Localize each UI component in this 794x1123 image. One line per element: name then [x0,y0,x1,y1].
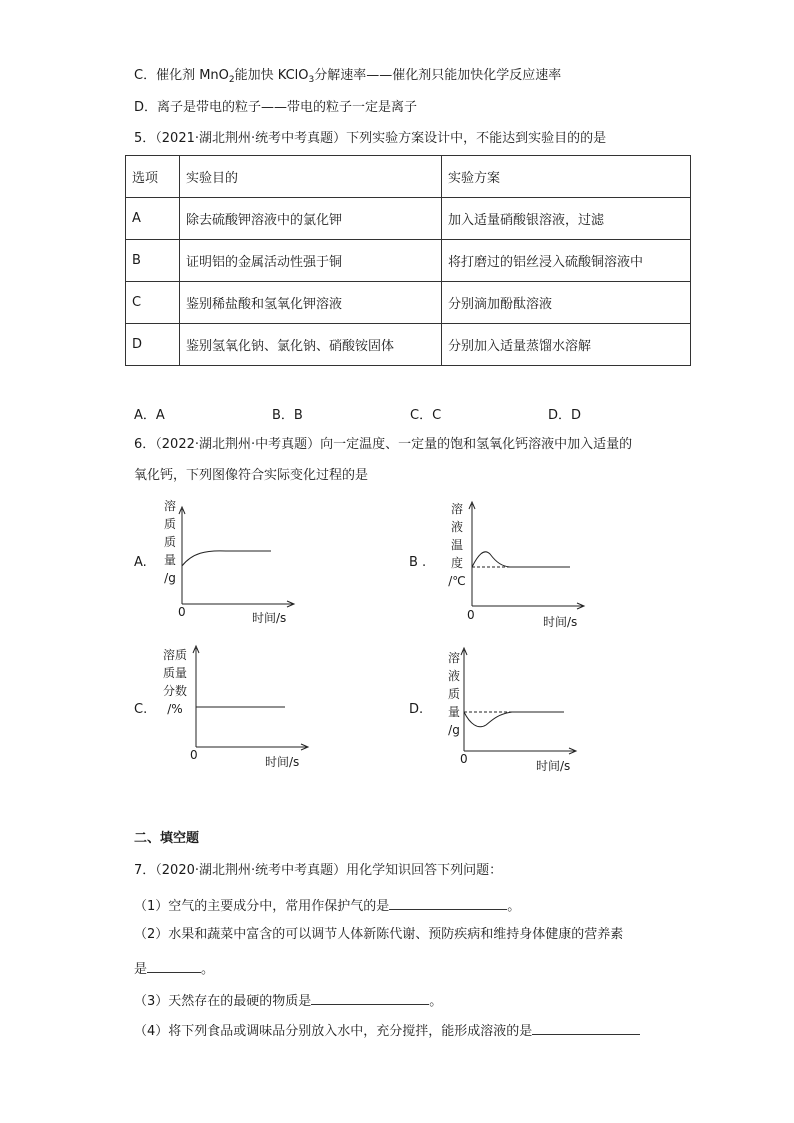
question-6-stem-line2: 氧化钙，下列图像符合实际变化过程的是 [134,468,369,483]
choice-b[interactable]: B．B [272,408,303,423]
graph-a-plot [176,505,301,610]
header-method: 实验方案 [442,156,691,198]
table-cell: 鉴别氢氧化钠、氯化钠、硝酸铵固体 [180,324,442,366]
graph-d-origin: 0 [460,752,468,766]
answer-blank-4[interactable] [532,1019,640,1035]
graph-c-xlabel: 时间/s [265,755,300,769]
graph-b-option[interactable]: B . [409,555,427,570]
question-7-stem: 7．（2020·湖北荆州·统考中考真题）用化学知识回答下列问题： [134,863,503,878]
graph-b-origin: 0 [467,608,475,622]
answer-blank-1[interactable] [389,894,507,910]
table-cell: B [126,240,180,282]
table-row [126,282,691,324]
question-5-stem: 5．（2021·湖北荆州·统考中考真题）下列实验方案设计中，不能达到实验目的的是 [134,131,607,146]
table-cell: D [126,324,180,366]
graph-d-plot [458,646,583,758]
graph-d-curve [464,712,564,727]
choice-a[interactable]: A．A [134,408,165,423]
statement-c: C．催化剂 MnO$_2$能加快 KClO$_3$分解速率——催化剂只能加快化学反应速率 [134,68,562,85]
table-cell: 将打磨过的铝丝浸入硫酸铜溶液中 [442,240,691,282]
graph-a-option[interactable]: A. [134,555,147,570]
table-cell: 分别加入适量蒸馏水溶解 [442,324,691,366]
graph-d-ylabel: 溶 液 质 量 /g [447,651,460,737]
table-cell: 鉴别稀盐酸和氢氧化钾溶液 [180,282,442,324]
statement-d: D．离子是带电的粒子——带电的粒子一定是离子 [134,100,418,115]
table-row [126,324,691,366]
table-row [126,198,691,240]
graph-a-origin: 0 [178,605,186,619]
graph-b-plot [466,500,591,612]
table-header-row [126,156,691,198]
question-7-part1: （1）空气的主要成分中，常用作保护气的是 。 [134,894,520,916]
header-option: 选项 [126,156,180,198]
graph-a-xlabel: 时间/s [252,611,287,625]
graph-b-xlabel: 时间/s [543,615,578,629]
table-cell: 加入适量硝酸银溶液，过滤 [442,198,691,240]
table-cell: C [126,282,180,324]
section-heading: 二、填空题 [134,831,200,846]
choice-d[interactable]: D．D [548,408,582,423]
graph-c-origin: 0 [190,748,198,762]
table-row [126,240,691,282]
question-7-part2-line2: 是 。 [134,957,214,979]
table-cell: 除去硫酸钾溶液中的氯化钾 [180,198,442,240]
table-cell: 分别滴加酚酞溶液 [442,282,691,324]
graph-a-ylabel: 溶 质 质 量 /g [163,499,176,585]
graph-d-option[interactable]: D. [409,702,424,717]
graph-d-xlabel: 时间/s [536,759,571,773]
answer-blank-2[interactable] [147,957,201,973]
graph-b-ylabel: 溶 液 温 度 /℃ [448,502,466,588]
header-purpose: 实验目的 [180,156,442,198]
table-cell: A [126,198,180,240]
graph-b-curve [472,552,570,567]
table-cell: 证明铝的金属活动性强于铜 [180,240,442,282]
graph-c-ylabel: 溶质 质量 分数 /% [162,648,187,716]
question-7-part3: （3）天然存在的最硬的物质是 。 [134,989,442,1011]
question-7-part2-line1: （2）水果和蔬菜中富含的可以调节人体新陈代谢、预防疾病和维持身体健康的营养素 [134,927,624,942]
answer-blank-3[interactable] [311,989,429,1005]
question-7-part4: （4）将下列食品或调味品分别放入水中，充分搅拌，能形成溶液的是 [134,1019,640,1041]
question-6-stem-line1: 6．（2022·湖北荆州·中考真题）向一定温度、一定量的饱和氢氧化钙溶液中加入适量的 [134,437,633,452]
experiment-table [125,155,691,366]
graph-c-plot [190,644,315,754]
graph-a-curve [182,551,271,566]
graph-c-option[interactable]: C. [134,702,148,717]
choice-c[interactable]: C．C [410,408,442,423]
